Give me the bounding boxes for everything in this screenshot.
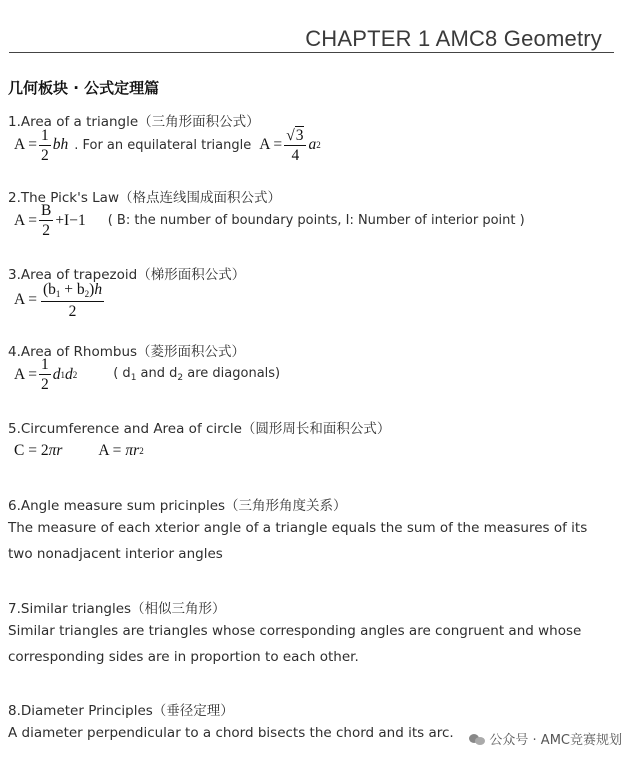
subscript: 2 [72,369,78,380]
circumference-lhs: C = 2 [14,442,49,459]
heading-triangle-area: 1.Area of a triangle（三角形面积公式） [8,114,260,130]
formula-circle [14,442,144,460]
heading-picks-law: 2.The Pick's Law（格点连线围成面积公式） [8,190,281,206]
formula-lhs: A = [14,211,37,229]
section-title: 几何板块 · 公式定理篇 [8,79,160,97]
fraction-denominator: 2 [41,301,104,320]
exponent: 2 [139,446,144,456]
formula-variable: a [308,136,317,154]
heading-diameter-principles: 8.Diameter Principles（垂径定理） [8,703,234,719]
base-2: b [76,281,85,298]
formula-tail: +I−1 [55,211,86,229]
fraction-numerator: B [40,202,52,219]
subscript: 1 [60,369,65,380]
similar-triangles-line-2: corresponding sides are in proportion to each other. [8,649,359,665]
plus-sign: + [60,281,77,298]
formula-trapezoid-area [14,281,106,320]
fraction-denominator: 2 [39,220,53,239]
radicand: 3 [295,127,304,144]
formula-lhs: A = [14,365,37,383]
fraction-b-over-2 [39,202,53,239]
fraction-numerator: 1 [40,356,49,373]
formula-rhombus-area [14,356,280,393]
watermark-text: 公众号 · AMC竞赛规划 [489,733,622,748]
fraction-denominator: 2 [40,376,49,394]
fraction-trapezoid [41,281,104,320]
area-lhs: A = [98,442,122,459]
subscript: 2 [177,373,184,384]
wechat-icon [469,732,485,746]
equilateral-connector: . For an equilateral triangle [74,137,252,153]
fraction-denominator: 4 [284,145,306,164]
fraction-root3-over-4 [284,126,306,164]
diagonal-1: d [52,365,61,383]
note-text: and d [136,366,178,382]
formula-picks-law [14,202,525,239]
heading-circle-formulas: 5.Circumference and Area of circle（圆形周长和面积公式） [8,421,391,437]
watermark [469,729,622,748]
heading-trapezoid-area: 3.Area of trapezoid（梯形面积公式） [8,267,246,283]
fraction-numerator: 1 [40,126,49,144]
picks-law-note: ( B: the number of boundary points, I: Number of interior point ) [107,213,525,229]
fraction-denominator: 2 [40,146,49,164]
fraction-one-half [39,356,51,393]
area-variables: πr [125,442,140,459]
chapter-title: CHAPTER 1 AMC8 Geometry [305,26,602,51]
formula-lhs: A = [259,136,283,154]
circumference-variables: πr [48,442,63,459]
similar-triangles-line-1: Similar triangles are triangles whose corresponding angles are congruent and whose [8,623,582,639]
angle-sum-line-2: two nonadjacent interior angles [8,546,223,562]
subscript: 1 [55,289,61,299]
fraction-numerator [284,126,306,145]
diagonal-2: d [64,365,73,383]
header-divider [9,52,614,53]
heading-similar-triangles: 7.Similar triangles（相似三角形） [8,601,226,617]
formula-lhs: A = [14,136,37,154]
note-text: ( d [113,366,131,382]
formula-lhs: A = [14,291,37,309]
fraction-numerator: $(b_1 + b_2)h$ [42,281,103,299]
height-variable: h [94,281,103,298]
subscript: 1 [130,373,137,384]
formula-triangle-area [14,126,321,164]
fraction-one-half [39,127,51,164]
angle-sum-line-1: The measure of each xterior angle of a triangle equals the sum of the measures of its [8,520,588,536]
base-1: b [48,281,56,298]
heading-angle-sum: 6.Angle measure sum pricinples（三角形角度关系） [8,498,347,514]
exponent: 2 [316,140,321,151]
note-text: are diagonals) [183,366,281,382]
rhombus-note [113,366,280,383]
sqrt-symbol: √ 3 [286,127,304,144]
heading-rhombus-area: 4.Area of Rhombus（菱形面积公式） [8,344,246,360]
formula-variables: bh [52,136,69,154]
subscript: 2 [84,289,90,299]
diameter-principles-line-1: A diameter perpendicular to a chord bisects the chord and its arc. [8,725,454,741]
